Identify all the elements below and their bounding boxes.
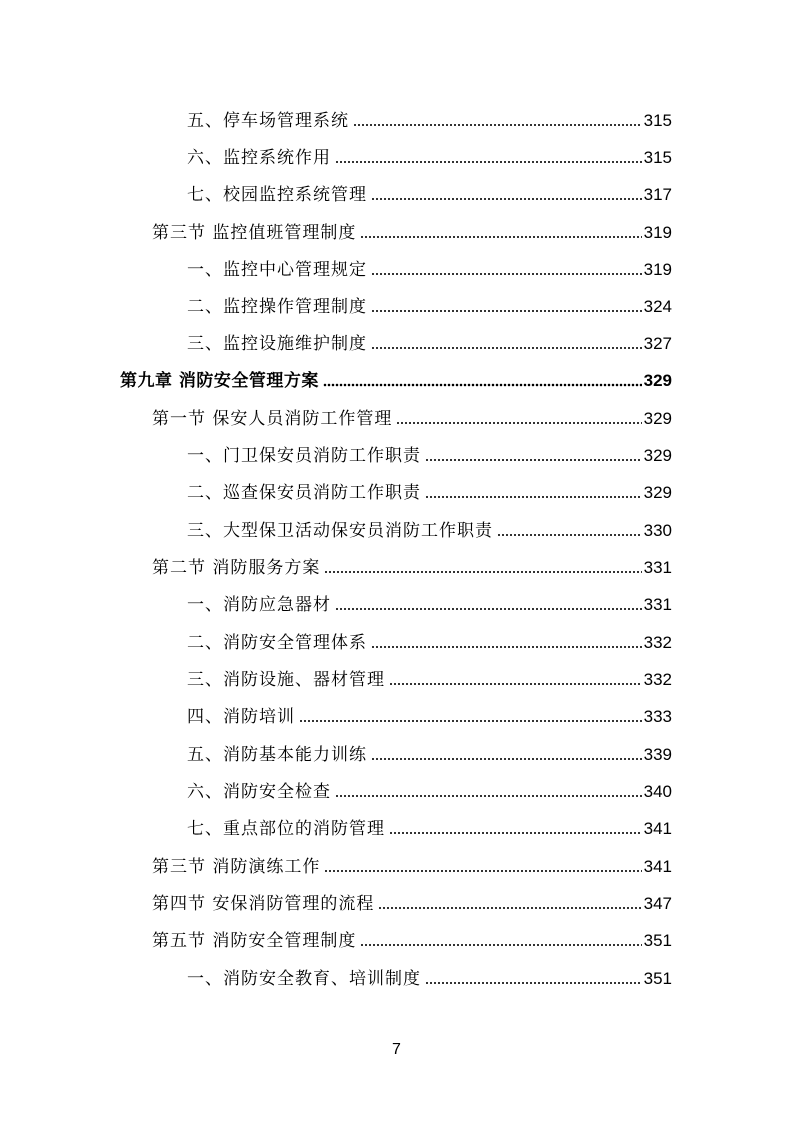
toc-entry[interactable] bbox=[187, 738, 672, 766]
toc-entry-page: 327 bbox=[643, 334, 672, 353]
toc-entry-label: 三、监控设施维护制度 bbox=[187, 334, 367, 354]
dot-leader bbox=[335, 607, 642, 611]
toc-entry[interactable] bbox=[152, 887, 672, 915]
toc-entry-page: 330 bbox=[643, 521, 672, 540]
toc-entry-page: 341 bbox=[643, 819, 672, 838]
dot-leader bbox=[425, 458, 642, 462]
toc-entry[interactable] bbox=[187, 439, 672, 467]
dot-leader bbox=[378, 906, 641, 910]
toc-entry[interactable] bbox=[187, 812, 672, 840]
toc-entry-page: 319 bbox=[643, 223, 672, 242]
dot-leader bbox=[371, 346, 642, 350]
toc-entry-page: 329 bbox=[643, 371, 672, 390]
toc-entry[interactable] bbox=[187, 178, 672, 206]
toc-entry-label: 七、校园监控系统管理 bbox=[187, 185, 367, 205]
toc-entry[interactable] bbox=[187, 663, 672, 691]
toc-entry-page: 347 bbox=[643, 894, 672, 913]
dot-leader bbox=[371, 197, 642, 201]
toc-entry-label: 第九章 消防安全管理方案 bbox=[120, 371, 319, 391]
toc-entry[interactable] bbox=[187, 775, 672, 803]
toc-entry[interactable] bbox=[187, 514, 672, 542]
page-number: 7 bbox=[392, 1041, 401, 1058]
toc-entry-label: 第三节 监控值班管理制度 bbox=[152, 223, 357, 243]
dot-leader bbox=[360, 943, 641, 947]
toc-entry[interactable] bbox=[187, 626, 672, 654]
dot-leader bbox=[324, 570, 641, 574]
toc-entry-page: 315 bbox=[643, 148, 672, 167]
toc-entry[interactable] bbox=[187, 290, 672, 318]
dot-leader bbox=[396, 421, 641, 425]
toc-entry-page: 317 bbox=[643, 185, 672, 204]
dot-leader bbox=[389, 682, 642, 686]
toc-entry[interactable] bbox=[152, 850, 672, 878]
dot-leader bbox=[425, 981, 642, 985]
toc-entry-page: 329 bbox=[643, 409, 672, 428]
toc-entry-page: 332 bbox=[643, 670, 672, 689]
dot-leader bbox=[360, 235, 641, 239]
dot-leader bbox=[335, 794, 642, 798]
toc-entry-page: 341 bbox=[643, 857, 672, 876]
dot-leader bbox=[389, 831, 642, 835]
dot-leader bbox=[323, 383, 642, 387]
toc-entry-page: 329 bbox=[643, 446, 672, 465]
toc-entry-label: 第四节 安保消防管理的流程 bbox=[152, 894, 375, 914]
toc-entry-page: 339 bbox=[643, 745, 672, 764]
dot-leader bbox=[353, 123, 642, 127]
toc-entry-label: 四、消防培训 bbox=[187, 707, 295, 727]
toc-entry[interactable] bbox=[152, 551, 672, 579]
dot-leader bbox=[371, 757, 642, 761]
toc-entry-page: 324 bbox=[643, 297, 672, 316]
toc-entry[interactable] bbox=[187, 327, 672, 355]
toc-entry[interactable] bbox=[187, 476, 672, 504]
toc-entry[interactable] bbox=[187, 962, 672, 990]
toc-entry[interactable] bbox=[187, 141, 672, 169]
toc-entry-label: 三、消防设施、器材管理 bbox=[187, 670, 385, 690]
toc-entry-page: 333 bbox=[643, 707, 672, 726]
toc-entry-chapter[interactable] bbox=[120, 364, 672, 392]
dot-leader bbox=[371, 645, 642, 649]
toc-entry-label: 二、监控操作管理制度 bbox=[187, 297, 367, 317]
toc-entry-page: 340 bbox=[643, 782, 672, 801]
dot-leader bbox=[425, 495, 642, 499]
toc-entry-label: 一、监控中心管理规定 bbox=[187, 260, 367, 280]
dot-leader bbox=[335, 160, 642, 164]
dot-leader bbox=[371, 272, 642, 276]
dot-leader bbox=[497, 533, 642, 537]
toc-entry-label: 一、门卫保安员消防工作职责 bbox=[187, 446, 421, 466]
toc-entry-page: 331 bbox=[643, 595, 672, 614]
toc-entry[interactable] bbox=[187, 588, 672, 616]
toc-entry-page: 319 bbox=[643, 260, 672, 279]
toc-entry[interactable] bbox=[152, 216, 672, 244]
toc-entry-label: 七、重点部位的消防管理 bbox=[187, 819, 385, 839]
toc-entry-label: 二、巡查保安员消防工作职责 bbox=[187, 483, 421, 503]
toc-entry-page: 315 bbox=[643, 111, 672, 130]
dot-leader bbox=[371, 309, 642, 313]
toc-entry-label: 第二节 消防服务方案 bbox=[152, 558, 321, 578]
toc-entry-label: 第一节 保安人员消防工作管理 bbox=[152, 409, 393, 429]
toc-entry-label: 第五节 消防安全管理制度 bbox=[152, 931, 357, 951]
toc-entry-label: 第三节 消防演练工作 bbox=[152, 857, 321, 877]
toc-entry[interactable] bbox=[187, 253, 672, 281]
toc-entry[interactable] bbox=[152, 402, 672, 430]
toc-entry-label: 五、停车场管理系统 bbox=[187, 111, 349, 131]
toc-entry-label: 六、消防安全检查 bbox=[187, 782, 331, 802]
toc-entry[interactable] bbox=[152, 924, 672, 952]
toc-entry-page: 332 bbox=[643, 633, 672, 652]
toc-entry-label: 二、消防安全管理体系 bbox=[187, 633, 367, 653]
toc-entry[interactable] bbox=[187, 104, 672, 132]
toc-entry-label: 一、消防应急器材 bbox=[187, 595, 331, 615]
toc-entry-page: 331 bbox=[643, 558, 672, 577]
toc-entry-page: 329 bbox=[643, 483, 672, 502]
toc-entry-label: 六、监控系统作用 bbox=[187, 148, 331, 168]
toc-entry-label: 五、消防基本能力训练 bbox=[187, 745, 367, 765]
dot-leader bbox=[324, 869, 641, 873]
toc-entry-page: 351 bbox=[643, 931, 672, 950]
toc-entry-page: 351 bbox=[643, 969, 672, 988]
toc-entry[interactable] bbox=[187, 700, 672, 728]
dot-leader bbox=[299, 719, 642, 723]
toc-entry-label: 三、大型保卫活动保安员消防工作职责 bbox=[187, 521, 493, 541]
toc-entry-label: 一、消防安全教育、培训制度 bbox=[187, 969, 421, 989]
